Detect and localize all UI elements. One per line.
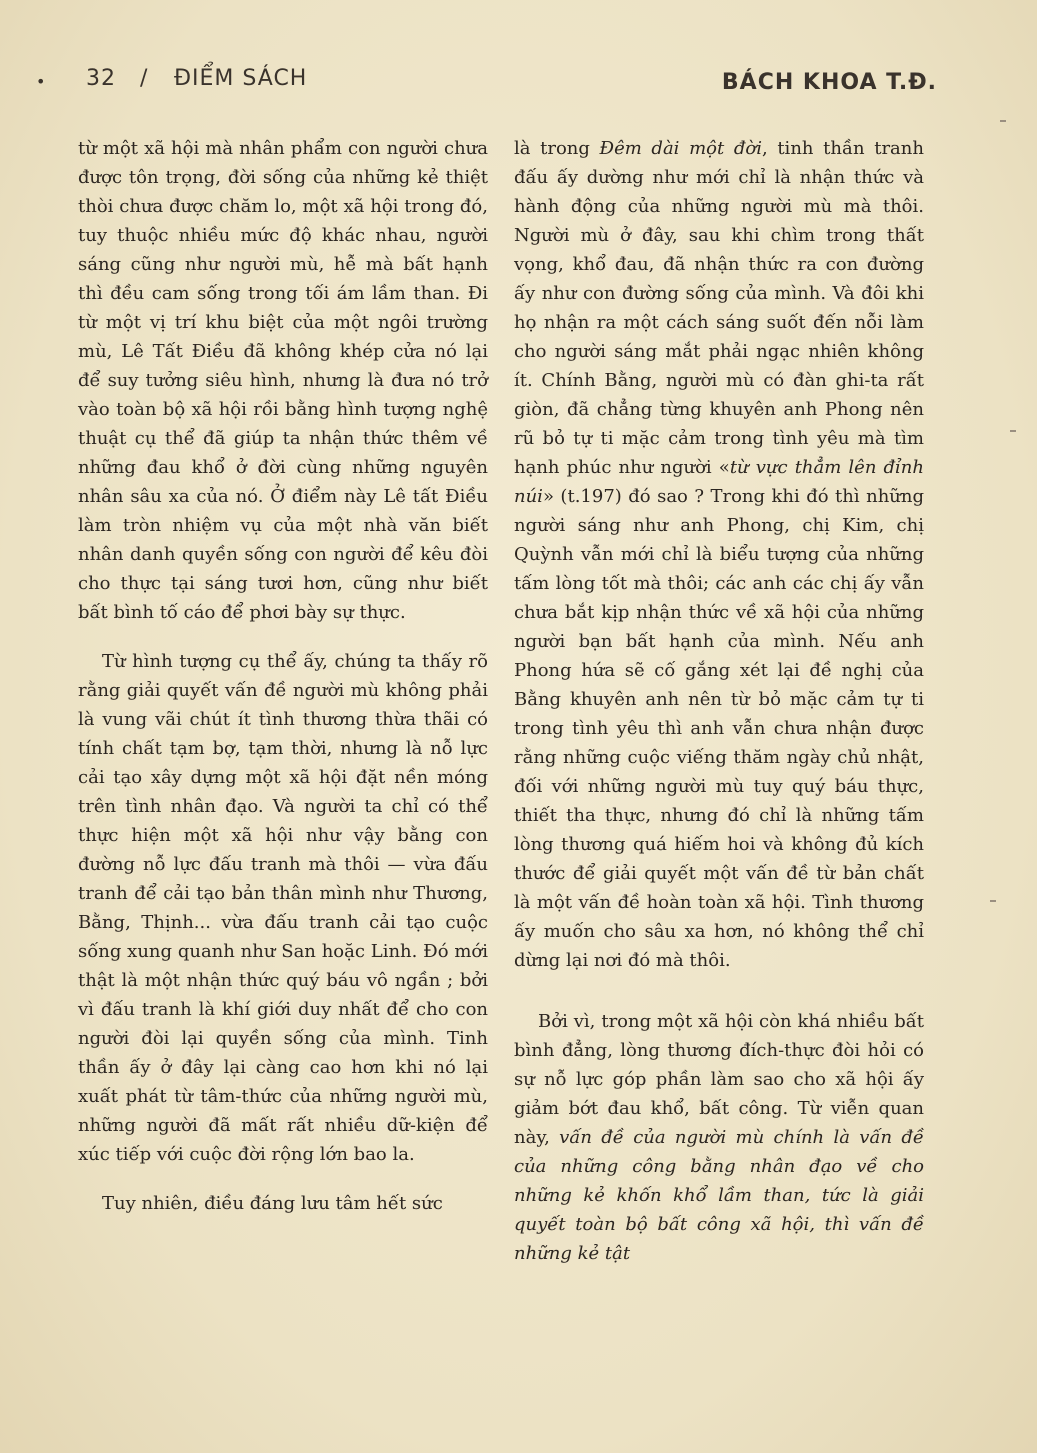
right-p2-text-a: Bởi vì, trong một xã hội còn khá nhiều bất bình đẳng, lòng thương đích-thực đòi hỏi có sự nỗ lực góp phần làm sao cho xã hội ấy giảm bớt đau khổ, bất công. Từ viễn quan này, [514, 1011, 924, 1148]
page-number: 32 [86, 66, 116, 91]
quoted-phrase: từ vực thẳm lên đỉnh núi [514, 457, 924, 507]
page-header [36, 66, 937, 106]
paper-speck [990, 900, 996, 902]
right-p2-italic: vấn đề của người mù chính là vấn đề của những công bằng nhân đạo về cho những kẻ khốn khổ lầm than, tức là giải quyết toàn bộ bất công xã hội, thì vấn đề những kẻ tật [514, 1127, 924, 1264]
right-paragraph-1 [514, 134, 924, 975]
right-paragraph-2 [514, 1007, 924, 1268]
left-column [78, 134, 488, 1218]
header-bullet: • [36, 72, 47, 91]
header-separator: / [140, 66, 149, 91]
right-column [514, 134, 924, 1268]
left-paragraph-3: Tuy nhiên, điều đáng lưu tâm hết sức [102, 1193, 443, 1214]
right-p1-text-c: » (t.197) đó sao ? Trong khi đó thì những người sáng như anh Phong, chị Kim, chị Quỳnh vẫn mới chỉ là biểu tượng của những tấm lòng tốt mà thôi; các anh các chị ấy vẫn chưa bắt kịp nhận thức về xã hội của những người bạn bất hạnh của mình. Nếu anh Phong hứa sẽ cố gắng xét lại đề nghị của Bằng khuyên anh nên từ bỏ mặc cảm tự ti trong tình yêu thì anh vẫn chưa nhận được rằng những cuộc viếng thăm ngày chủ nhật, đối với những người mù tuy quý báu thực, thiết tha thực, nhưng đó chỉ là những tấm lòng thương quá hiếm hoi và không đủ kích thước để giải quyết một vấn đề từ bản chất là một vấn đề hoàn toàn xã hội. Tình thương ấy muốn cho sâu xa hơn, nó không thể chỉ dừng lại nơi đó mà thôi. [514, 486, 924, 971]
right-p1-text-b: , tinh thần tranh đấu ấy dường như mới chỉ là nhận thức và hành động của những người mù mà thôi. Người mù ở đây, sau khi chìm trong thất vọng, khổ đau, đã nhận thức ra con đường ấy như con đường sống của mình. Và đôi khi họ nhận ra một cách sáng suốt đến nỗi làm cho người sáng mắt phải ngạc nhiên không ít. Chính Bằng, người mù có đàn ghi-ta rất giòn, đã chẳng từng khuyên anh Phong nên rũ bỏ tự ti mặc cảm trong tình yêu mà tìm hạnh phúc như người « [514, 138, 924, 478]
left-paragraph-1: từ một xã hội mà nhân phẩm con người chưa được tôn trọng, đời sống của những kẻ thiệt thòi chưa được chăm lo, một xã hội trong đó, tuy thuộc nhiều mức độ khác nhau, người sáng cũng như người mù, hễ mà bất hạnh thì đều cam sống trong tối ám lầm than. Đi từ một vị trí khu biệt của một ngôi trường mù, Lê Tất Điều đã không khép cửa nó lại để suy tưởng siêu hình, nhưng là đưa nó trở vào toàn bộ xã hội rồi bằng hình tượng nghệ thuật cụ thể đã giúp ta nhận thức thêm về những đau khổ ở đời cùng những nguyên nhân sâu xa của nó. Ở điểm này Lê tất Điều làm tròn nhiệm vụ của một nhà văn biết nhân danh quyền sống con người để kêu đòi cho thực tại sáng tươi hơn, cũng như biết bất bình tố cáo để phơi bày sự thực. [78, 138, 488, 623]
right-p1-text-a: là trong [514, 138, 600, 159]
left-paragraph-2: Từ hình tượng cụ thể ấy, chúng ta thấy rõ rằng giải quyết vấn đề người mù không phải là vung vãi chút ít tình thương thừa thãi có tính chất tạm bợ, tạm thời, nhưng là nỗ lực cải tạo xây dựng một xã hội đặt nền móng trên tình nhân đạo. Và người ta chỉ có thể thực hiện một xã hội như vậy bằng con đường nỗ lực đấu tranh mà thôi — vừa đấu tranh để cải tạo bản thân mình như Thương, Bằng, Thịnh... vừa đấu tranh cải tạo cuộc sống xung quanh như San hoặc Linh. Đó mới thật là một nhận thức quý báu vô ngần ; bởi vì đấu tranh là khí giới duy nhất để cho con người đòi lại quyền sống của mình. Tinh thần ấy ở đây lại càng cao hơn khi nó lại xuất phát từ tâm-thức của những người mù, những người đã mất rất nhiều dữ-kiện để xúc tiếp với cuộc đời rộng lớn bao la. [78, 651, 488, 1165]
paper-speck [1010, 430, 1016, 432]
section-title: ĐIỂM SÁCH [174, 66, 308, 91]
paper-speck [1000, 120, 1006, 122]
journal-name: BÁCH KHOA T.Đ. [721, 70, 937, 95]
book-title: Đêm dài một đời [599, 138, 762, 159]
